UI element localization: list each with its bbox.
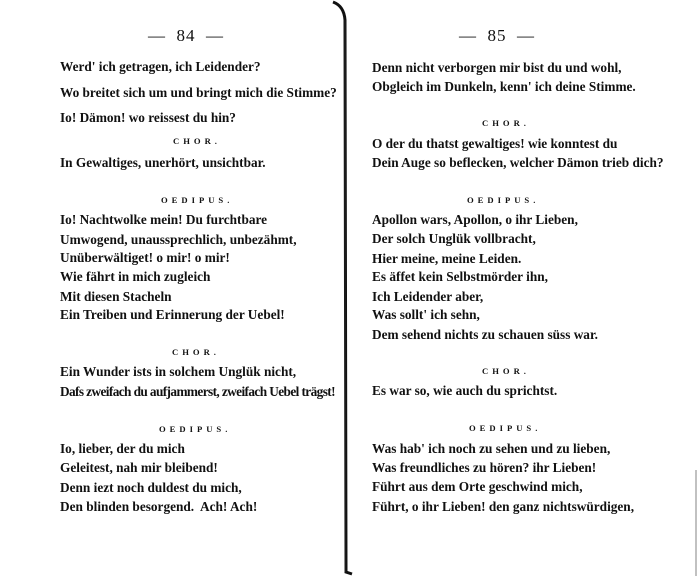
- verse-line: Was hab' ich noch zu sehen und zu lieben,: [372, 441, 611, 456]
- speaker-heading: OEDIPUS.: [467, 195, 540, 205]
- verse-line: O der du thatst gewaltiges! wie konntest du: [372, 136, 618, 151]
- verse-line: Apollon wars, Apollon, o ihr Lieben,: [372, 212, 578, 227]
- verse-line: Dein Auge so beflecken, welcher Dämon trieb dich?: [372, 155, 664, 170]
- verse-line: In Gewaltiges, unerhört, unsichtbar.: [60, 155, 266, 170]
- speaker-heading: CHOR.: [172, 347, 220, 357]
- verse-line: Dem sehend nichts zu schauen süss war.: [372, 327, 598, 342]
- verse-line: Ein Treiben und Erinnerung der Uebel!: [60, 307, 285, 322]
- speaker-heading: CHOR.: [482, 366, 530, 376]
- verse-line: Der solch Unglük vollbracht,: [372, 231, 536, 246]
- verse-line: Mit diesen Stacheln: [60, 289, 172, 304]
- verse-line: Dafs zweifach du aufjammerst, zweifach Uebel trägst!: [60, 384, 335, 399]
- verse-line: Ich Leidender aber,: [372, 289, 484, 304]
- verse-line: Io! Dämon! wo reissest du hin?: [60, 110, 236, 125]
- verse-line: Was sollt' ich sehn,: [372, 307, 480, 322]
- verse-line: Obgleich im Dunkeln, kenn' ich deine Stimme.: [372, 79, 636, 94]
- verse-line: Geleitest, nah mir bleibend!: [60, 460, 218, 475]
- verse-line: Unüberwältiget! o mir! o mir!: [60, 250, 230, 265]
- verse-line: Werd' ich getragen, ich Leidender?: [60, 59, 261, 74]
- page-number: — 85 —: [459, 26, 535, 45]
- verse-line: Ein Wunder ists in solchem Unglük nicht,: [60, 364, 297, 379]
- verse-line: Wo breitet sich um und bringt mich die Stimme?: [60, 85, 337, 100]
- right-page: [347, 0, 698, 576]
- verse-line: Hier meine, meine Leiden.: [372, 251, 522, 266]
- speaker-heading: CHOR.: [173, 136, 221, 146]
- verse-line: Umwogend, unaussprechlich, unbezähmt,: [60, 232, 297, 247]
- verse-line: Führt aus dem Orte geschwind mich,: [372, 479, 583, 494]
- verse-line: Denn iezt noch duldest du mich,: [60, 480, 242, 495]
- speaker-heading: OEDIPUS.: [469, 423, 542, 433]
- verse-line: Es war so, wie auch du sprichtst.: [372, 383, 558, 398]
- verse-line: Denn nicht verborgen mir bist du und wohl,: [372, 60, 622, 75]
- left-page: [0, 0, 346, 576]
- verse-line: Führt, o ihr Lieben! den ganz nichtswürdigen,: [372, 499, 635, 514]
- speaker-heading: OEDIPUS.: [161, 195, 234, 205]
- speaker-heading: OEDIPUS.: [159, 424, 232, 434]
- verse-line: Was freundliches zu hören? ihr Lieben!: [372, 460, 597, 475]
- verse-line: Wie fährt in mich zugleich: [60, 269, 211, 284]
- verse-line: Den blinden besorgend. Ach! Ach!: [60, 499, 258, 514]
- verse-line: Io, lieber, der du mich: [60, 441, 185, 456]
- page-number: — 84 —: [148, 26, 224, 45]
- verse-line: Io! Nachtwolke mein! Du furchtbare: [60, 212, 268, 227]
- speaker-heading: CHOR.: [482, 118, 530, 128]
- verse-line: Es äffet kein Selbstmörder ihn,: [372, 269, 548, 284]
